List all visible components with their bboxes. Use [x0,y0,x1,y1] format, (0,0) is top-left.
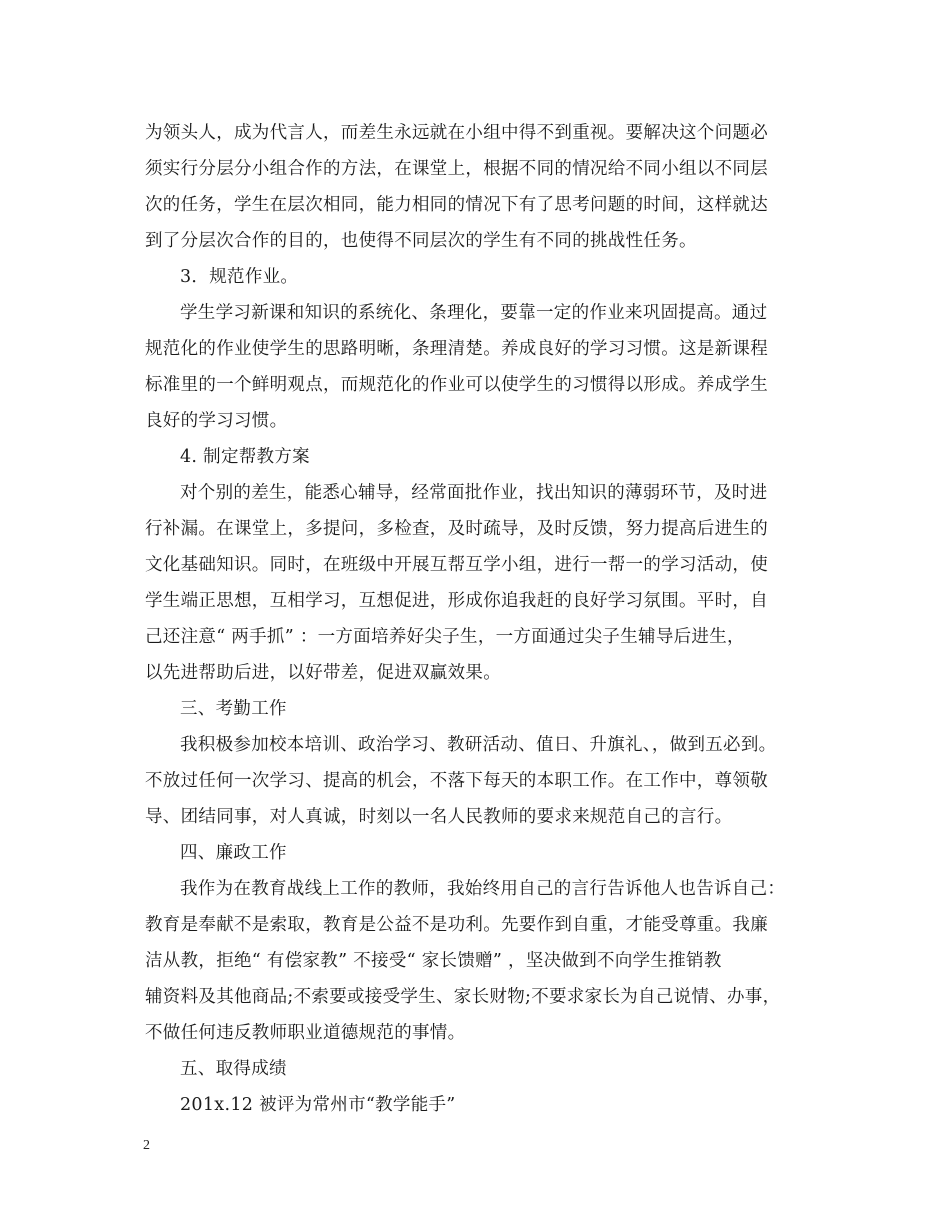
text-line: 4. 制定帮教方案 [180,447,310,467]
text-line: 对个别的差生，能悉心辅导，经常面批作业，找出知识的薄弱环节，及时进 [180,483,768,503]
text-line: 3．规范作业。 [180,267,299,287]
document-body [145,115,811,1123]
text-line: 教育是奉献不是索取，教育是公益不是功利。先要作到自重，才能受尊重。我廉 [145,915,768,935]
page-number: 2 [143,1138,150,1153]
text-line: 标准里的一个鲜明观点，而规范化的作业可以使学生的习惯得以形成。养成学生 [145,375,768,395]
text-line: 学生学习新课和知识的系统化、条理化，要靠一定的作业来巩固提高。通过 [180,303,768,323]
text-line: 须实行分层分小组合作的方法，在课堂上，根据不同的情况给不同小组以不同层 [145,159,768,179]
text-line: 不做任何违反教师职业道德规范的事情。 [145,1023,466,1043]
text-line: 良好的学习习惯。 [145,411,288,431]
text-line: 辅资料及其他商品;不索要或接受学生、家长财物;不要求家长为自己说情、办事， [145,987,781,1007]
text-line: 到了分层次合作的目的，也使得不同层次的学生有不同的挑战性任务。 [145,231,697,251]
text-line: 三、考勤工作 [180,699,287,719]
text-line: 201x.12 被评为常州市“教学能手” [180,1095,456,1115]
text-line: 规范化的作业使学生的思路明晰，条理清楚。养成良好的学习习惯。这是新课程 [145,339,768,359]
text-line: 以先进帮助后进，以好带差，促进双赢效果。 [145,663,501,683]
text-line: 文化基础知识。同时，在班级中开展互帮互学小组，进行一帮一的学习活动，使 [145,555,768,575]
text-line: 洁从教，拒绝“ 有偿家教” 不接受“ 家长馈赠” ，坚决做到不向学生推销教 [145,951,722,971]
text-line: 四、廉政工作 [180,843,287,863]
text-line: 五、取得成绩 [180,1059,287,1079]
text-line: 导、团结同事，对人真诚，时刻以一名人民教师的要求来规范自己的言行。 [145,807,733,827]
text-line: 我积极参加校本培训、政治学习、教研活动、值日、升旗礼、，做到五必到。 [180,735,777,755]
text-line: 行补漏。在课堂上，多提问，多检查，及时疏导，及时反馈，努力提高后进生的 [145,519,768,539]
text-line: 不放过任何一次学习、提高的机会，不落下每天的本职工作。在工作中，尊领敬 [145,771,768,791]
text-line: 为领头人，成为代言人，而差生永远就在小组中得不到重视。要解决这个问题必 [145,123,768,143]
text-line: 次的任务，学生在层次相同，能力相同的情况下有了思考问题的时间，这样就达 [145,195,768,215]
text-line: 学生端正思想，互相学习，互想促进，形成你追我赶的良好学习氛围。平时，自 [145,591,768,611]
text-line: 我作为在教育战线上工作的教师，我始终用自己的言行告诉他人也告诉自己： [180,879,786,899]
text-line: 己还注意“ 两手抓” ：一方面培养好尖子生，一方面通过尖子生辅导后进生， [145,627,745,647]
